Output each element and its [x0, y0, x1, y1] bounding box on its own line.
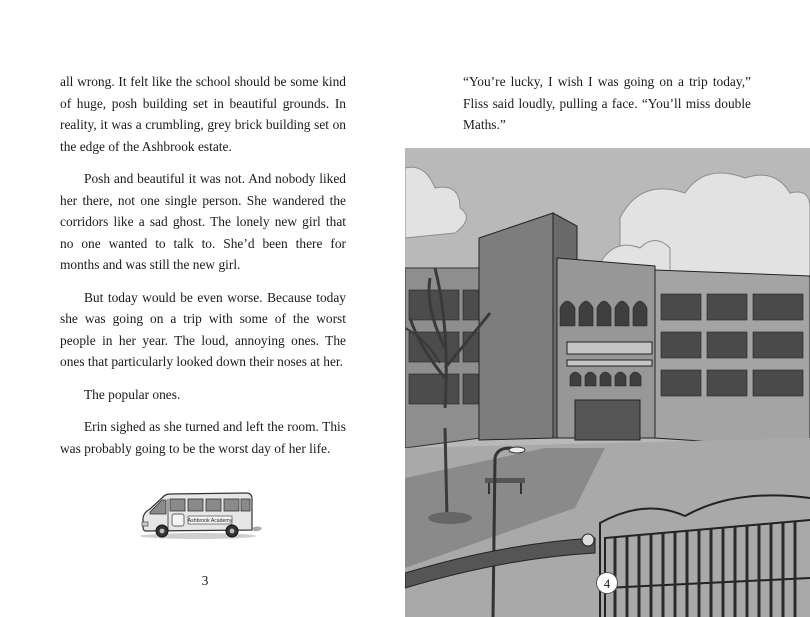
minibus-illustration [140, 490, 266, 540]
minibus-label: Ashbrook Academy [187, 518, 233, 525]
page-number: 4 [596, 572, 618, 594]
page-number: 3 [201, 573, 209, 588]
right-page [405, 0, 810, 617]
paragraph: The popular ones. [84, 386, 181, 402]
paragraph: Posh and beautiful it was not. And nobody liked her there, not one single person. She wandered the corridors like a sad ghost. The lonely new girl that no one wanted to talk to. She’d been there for months and was still the new girl. [60, 171, 346, 272]
left-page-text [60, 71, 346, 470]
paragraph: all wrong. It felt like the school should be some kind of huge, posh building set in beautiful grounds. In reality, it was a crumbling, grey brick building set on the edge of the Ashbrook estate. [60, 74, 346, 154]
school-illustration [405, 148, 810, 617]
paragraph: Erin sighed as she turned and left the room. This was probably going to be the worst day of her life. [60, 419, 346, 456]
paragraph: But today would be even worse. Because today she was going on a trip with some of the worst people in her year. The loud, annoying ones. The ones that particularly looked down their noses at her. [60, 289, 346, 369]
right-page-text [463, 71, 751, 136]
paragraph: “You’re lucky, I wish I was going on a trip today,” Fliss said loudly, pulling a face. “You’ll miss double Maths.” [463, 74, 751, 132]
